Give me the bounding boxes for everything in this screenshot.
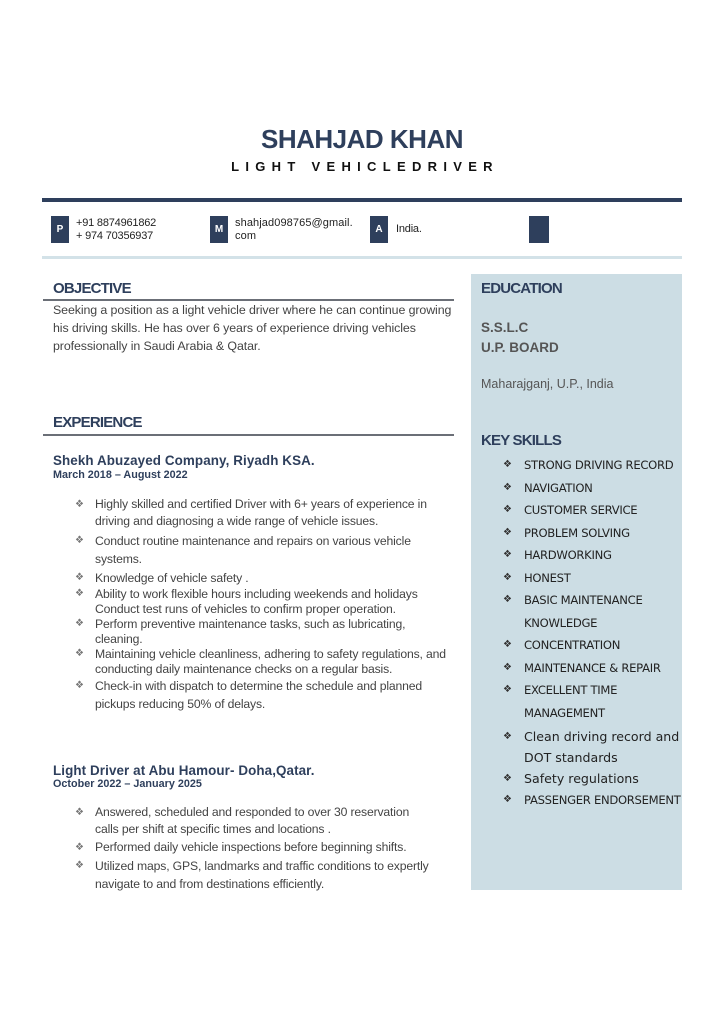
skill-text: CONCENTRATION xyxy=(524,638,621,652)
diamond-bullet-icon: ❖ xyxy=(503,731,512,742)
diamond-bullet-icon: ❖ xyxy=(75,588,84,599)
diamond-bullet-icon: ❖ xyxy=(503,773,512,784)
diamond-bullet-icon: ❖ xyxy=(503,459,512,470)
diamond-bullet-icon: ❖ xyxy=(503,639,512,650)
bullet-text: Answered, scheduled and responded to over 30 reservation calls per shift at specific times and locations . xyxy=(95,805,410,836)
list-item xyxy=(75,569,455,587)
job-title-1: Shekh Abuzayed Company, Riyadh KSA. xyxy=(53,453,315,468)
education-degree: S.S.L.C xyxy=(481,320,529,335)
experience-heading: EXPERIENCE xyxy=(53,414,142,431)
education-board: U.P. BOARD xyxy=(481,340,559,355)
diamond-bullet-icon: ❖ xyxy=(75,535,84,546)
diamond-bullet-icon: ❖ xyxy=(503,571,512,583)
diamond-bullet-icon: ❖ xyxy=(503,594,512,605)
skill-item xyxy=(502,726,682,768)
objective-heading: OBJECTIVE xyxy=(53,280,131,297)
skill-item xyxy=(502,567,682,590)
address-text: India. xyxy=(396,223,422,235)
skill-text: MAINTENANCE & REPAIR xyxy=(524,660,661,675)
diamond-bullet-icon: ❖ xyxy=(75,572,84,583)
skill-text: PROBLEM SOLVING xyxy=(524,525,630,540)
diamond-bullet-icon: ❖ xyxy=(503,549,512,560)
list-item xyxy=(75,677,455,713)
skill-text: Safety regulations xyxy=(524,771,639,786)
objective-text: Seeking a position as a light vehicle driver where he can continue growing his driving skills. He has over 6 years of experience driving vehicles professionally in Saudi Arabia & Qatar. xyxy=(53,303,452,353)
phone-icon: P xyxy=(51,216,69,243)
skill-item xyxy=(502,768,682,789)
job-dates-2: October 2022 – January 2025 xyxy=(53,778,202,790)
education-heading: EDUCATION xyxy=(481,280,562,297)
diamond-bullet-icon: ❖ xyxy=(75,499,84,510)
list-item xyxy=(75,587,455,616)
email-line-2: com xyxy=(235,230,257,242)
blank-contact-icon xyxy=(529,216,549,243)
skill-item xyxy=(502,634,682,657)
bullet-text: Performed daily vehicle inspections before beginning shifts. xyxy=(95,840,407,854)
skill-item xyxy=(502,522,682,545)
bullet-text: Highly skilled and certified Driver with 6+ years of experience in driving and diagnosing a wide range of vehicle issues. xyxy=(95,497,427,528)
skill-text: STRONG DRIVING RECORD xyxy=(524,458,674,472)
bullet-text: Utilized maps, GPS, landmarks and traffic conditions to expertly navigate to and from destinations efficiently. xyxy=(95,859,429,891)
phone-numbers xyxy=(76,217,156,243)
diamond-bullet-icon: ❖ xyxy=(75,648,84,659)
diamond-bullet-icon: ❖ xyxy=(503,526,512,538)
candidate-role: LIGHT VEHICLEDRIVER xyxy=(231,159,499,174)
diamond-bullet-icon: ❖ xyxy=(75,680,84,691)
skill-text: Clean driving record and DOT standards xyxy=(524,729,680,765)
bullet-text: Ability to work flexible hours including weekends and holidays Conduct test runs of vehicles to confirm proper operation. xyxy=(95,587,418,616)
skill-text: HARDWORKING xyxy=(524,548,612,562)
mail-icon: M xyxy=(210,216,228,243)
diamond-bullet-icon: ❖ xyxy=(503,794,512,805)
list-item xyxy=(75,617,455,646)
bullet-text: Perform preventive maintenance tasks, such as lubricating, cleaning. xyxy=(95,617,406,646)
phone-secondary: + 974 70356937 xyxy=(76,230,154,242)
phone-primary: +91 8874961862 xyxy=(76,217,157,229)
skill-item xyxy=(502,477,682,500)
skill-item xyxy=(502,454,682,477)
list-item xyxy=(75,804,435,838)
bullet-text: Conduct routine maintenance and repairs on various vehicle systems. xyxy=(95,534,411,566)
job-2-bullets xyxy=(75,804,435,893)
key-skills-list xyxy=(502,454,682,812)
education-details xyxy=(481,318,559,358)
sidebar-panel xyxy=(471,274,682,890)
diamond-bullet-icon: ❖ xyxy=(75,807,84,818)
diamond-bullet-icon: ❖ xyxy=(503,684,512,695)
diamond-bullet-icon: ❖ xyxy=(75,842,84,853)
bullet-text: Maintaining vehicle cleanliness, adhering to safety regulations, and conducting daily maintenance checks on a regular basis. xyxy=(95,647,446,676)
diamond-bullet-icon: ❖ xyxy=(503,661,512,673)
skill-text: BASIC MAINTENANCE KNOWLEDGE xyxy=(524,593,643,630)
diamond-bullet-icon: ❖ xyxy=(503,481,512,493)
list-item xyxy=(75,532,455,568)
skill-item xyxy=(502,589,682,634)
list-item xyxy=(75,647,455,676)
email-line-1: shahjad098765@gmail. xyxy=(235,217,353,229)
skill-text: CUSTOMER SERVICE xyxy=(524,503,638,517)
header-divider-dark xyxy=(42,198,682,202)
diamond-bullet-icon: ❖ xyxy=(75,618,84,629)
job-dates-1: March 2018 – August 2022 xyxy=(53,469,188,481)
job-1-bullets xyxy=(75,496,455,713)
bullet-text: Knowledge of vehicle safety . xyxy=(95,571,249,585)
list-item xyxy=(75,857,435,893)
skill-text: EXCELLENT TIME MANAGEMENT xyxy=(524,683,618,720)
education-location: Maharajganj, U.P., India xyxy=(481,377,614,391)
list-item xyxy=(75,839,435,856)
skill-text: HONEST xyxy=(524,570,571,585)
bullet-text: Check-in with dispatch to determine the schedule and planned pickups reducing 50% of delays. xyxy=(95,679,423,711)
skill-item xyxy=(502,544,682,567)
skill-item xyxy=(502,657,682,680)
header-divider-light xyxy=(42,256,682,259)
diamond-bullet-icon: ❖ xyxy=(503,504,512,515)
email-address xyxy=(235,217,353,243)
candidate-name: SHAHJAD KHAN xyxy=(260,124,463,154)
job-title-2: Light Driver at Abu Hamour- Doha,Qatar. xyxy=(53,763,315,778)
address-icon: A xyxy=(370,216,388,243)
list-item xyxy=(75,496,455,530)
skill-item xyxy=(502,499,682,522)
skill-item xyxy=(502,789,682,812)
skill-text: NAVIGATION xyxy=(524,480,593,495)
diamond-bullet-icon: ❖ xyxy=(75,860,84,871)
skill-item xyxy=(502,679,682,724)
key-skills-heading: KEY SKILLS xyxy=(481,432,562,449)
experience-divider xyxy=(43,434,454,436)
skill-text: PASSENGER ENDORSEMENT xyxy=(524,793,681,807)
